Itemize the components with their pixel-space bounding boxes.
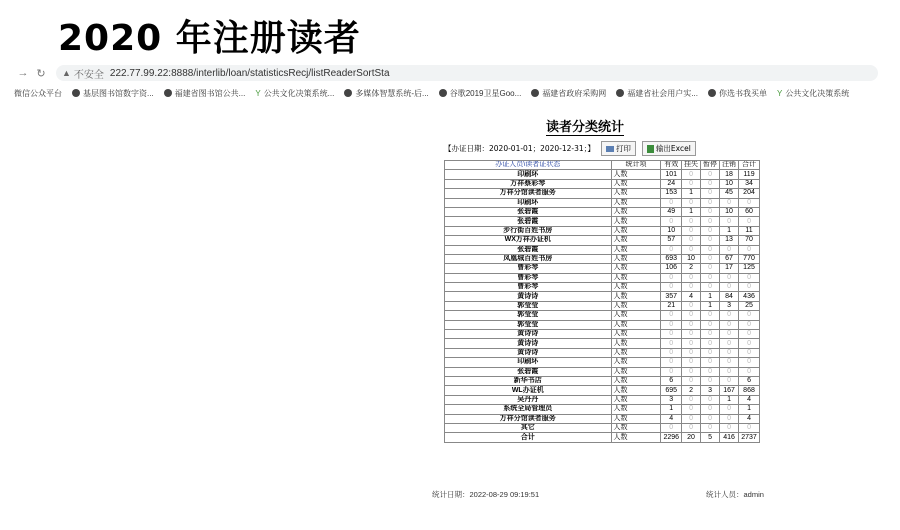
value-cell: 0 [682, 395, 701, 404]
value-cell: 868 [739, 386, 760, 395]
bookmark-item[interactable]: 微信公众平台 [14, 88, 62, 98]
value-cell: 0 [739, 217, 760, 226]
value-cell: 106 [661, 264, 682, 273]
value-cell: 204 [739, 189, 760, 198]
stat-item-cell: 人数 [611, 423, 661, 432]
value-cell: 0 [701, 339, 720, 348]
table-row [445, 320, 760, 329]
value-cell: 416 [720, 433, 739, 442]
value-cell: 0 [661, 245, 682, 254]
table-body [445, 170, 760, 442]
bookmark-item[interactable]: 基层图书馆数字资... [72, 88, 154, 99]
value-cell: 0 [720, 320, 739, 329]
value-cell: 0 [701, 226, 720, 235]
value-cell: 2 [682, 264, 701, 273]
excel-icon [647, 145, 654, 153]
staff-name-cell: 郭莹莹 [445, 311, 612, 320]
value-cell: 153 [661, 189, 682, 198]
bookmark-item[interactable]: 多媒体智慧系统-后... [344, 88, 428, 99]
value-cell: 0 [739, 330, 760, 339]
staff-name-cell: 系统全局管理员 [445, 405, 612, 414]
stat-item-cell: 人数 [611, 198, 661, 207]
value-cell: 0 [682, 358, 701, 367]
stat-item-cell: 人数 [611, 330, 661, 339]
staff-name-cell: 黄诗诗 [445, 330, 612, 339]
staff-name-cell: 曹彩琴 [445, 283, 612, 292]
value-cell: 13 [720, 236, 739, 245]
value-cell: 0 [701, 405, 720, 414]
stat-item-cell: 人数 [611, 170, 661, 179]
value-cell: 1 [682, 207, 701, 216]
value-cell: 0 [720, 217, 739, 226]
table-row [445, 414, 760, 423]
stats-table [444, 160, 760, 443]
value-cell: 0 [739, 245, 760, 254]
value-cell: 0 [701, 367, 720, 376]
value-cell: 0 [701, 273, 720, 282]
globe-icon [531, 89, 539, 97]
report-title: 读者分类统计 [545, 120, 624, 135]
stats-table-container [444, 160, 760, 443]
staff-name-cell: 黄诗诗 [445, 292, 612, 301]
value-cell: 0 [701, 170, 720, 179]
value-cell: 0 [701, 264, 720, 273]
value-cell: 0 [661, 367, 682, 376]
value-cell: 0 [682, 198, 701, 207]
url-field[interactable] [56, 65, 878, 81]
value-cell: 4 [682, 292, 701, 301]
value-cell: 0 [661, 330, 682, 339]
url-text: 222.77.99.22:8888/interlib/loan/statisticsRecj/listReaderSortSta [109, 67, 390, 79]
value-cell: 0 [682, 414, 701, 423]
value-cell: 0 [720, 358, 739, 367]
staff-name-cell: 印刷环 [445, 198, 612, 207]
bookmark-item[interactable]: 福建省社会用户实... [616, 88, 698, 99]
value-cell: 0 [682, 330, 701, 339]
value-cell: 0 [701, 254, 720, 263]
stat-item-cell: 人数 [611, 311, 661, 320]
slide-title: 2020 年注册读者 [58, 18, 361, 59]
staff-name-cell: 郭莹莹 [445, 320, 612, 329]
value-cell: 0 [739, 273, 760, 282]
table-row [445, 207, 760, 216]
value-cell: 0 [720, 245, 739, 254]
table-row [445, 273, 760, 282]
value-cell: 10 [661, 226, 682, 235]
insecure-label: 不安全 [73, 69, 104, 81]
stat-item-cell: 人数 [611, 264, 661, 273]
staff-name-cell: 张碧霞 [445, 245, 612, 254]
printer-icon [606, 146, 614, 152]
table-row [445, 245, 760, 254]
staff-name-cell: 新华书店 [445, 376, 612, 385]
value-cell: 60 [739, 207, 760, 216]
value-cell: 17 [720, 264, 739, 273]
value-cell: 0 [739, 423, 760, 432]
warning-icon: ▲ [62, 68, 71, 78]
value-cell: 0 [701, 376, 720, 385]
export-excel-button[interactable]: 输出Excel [642, 141, 696, 156]
value-cell: 0 [661, 311, 682, 320]
table-row [445, 348, 760, 357]
globe-icon [344, 89, 352, 97]
stat-item-cell: 人数 [611, 189, 661, 198]
column-header: 暂停 [701, 161, 720, 170]
value-cell: 4 [739, 414, 760, 423]
date-range: 【办证日期：2020-01-01；2020-12-31；】 [444, 144, 595, 153]
value-cell: 10 [720, 207, 739, 216]
staff-name-cell: 印刷环 [445, 170, 612, 179]
value-cell: 0 [720, 198, 739, 207]
stat-item-cell: 人数 [611, 217, 661, 226]
stat-item-cell: 人数 [611, 245, 661, 254]
bookmark-item[interactable]: 福建省图书馆公共... [164, 88, 246, 99]
address-bar [14, 64, 878, 82]
staff-name-cell: 张碧霞 [445, 207, 612, 216]
table-row [445, 358, 760, 367]
value-cell: 0 [701, 245, 720, 254]
stat-item-cell: 人数 [611, 320, 661, 329]
staff-name-cell: 张碧霞 [445, 217, 612, 226]
staff-name-cell: 黄诗诗 [445, 348, 612, 357]
value-cell: 0 [701, 358, 720, 367]
value-cell: 2737 [739, 433, 760, 442]
staff-name-cell: 万祥分馆读者服务 [445, 189, 612, 198]
staff-name-cell: 郭莹莹 [445, 301, 612, 310]
value-cell: 0 [661, 273, 682, 282]
stat-item-cell: 人数 [611, 433, 661, 442]
value-cell: 4 [739, 395, 760, 404]
value-cell: 0 [739, 367, 760, 376]
value-cell: 1 [720, 226, 739, 235]
table-row [445, 189, 760, 198]
value-cell: 0 [661, 348, 682, 357]
value-cell: 167 [720, 386, 739, 395]
table-row [445, 264, 760, 273]
value-cell: 0 [682, 226, 701, 235]
value-cell: 20 [682, 433, 701, 442]
value-cell: 0 [701, 320, 720, 329]
table-row [445, 179, 760, 188]
column-header: 挂失 [682, 161, 701, 170]
value-cell: 0 [682, 405, 701, 414]
table-row [445, 301, 760, 310]
value-cell: 0 [720, 414, 739, 423]
stat-item-cell: 人数 [611, 283, 661, 292]
value-cell: 0 [701, 395, 720, 404]
column-header: 统计项 [611, 161, 661, 170]
value-cell: 21 [661, 301, 682, 310]
table-row [445, 367, 760, 376]
bookmark-y-icon: Y [776, 89, 783, 98]
value-cell: 0 [720, 311, 739, 320]
globe-icon [72, 89, 80, 97]
value-cell: 0 [682, 170, 701, 179]
value-cell: 1 [701, 301, 720, 310]
table-row [445, 226, 760, 235]
value-cell: 2296 [661, 433, 682, 442]
stat-item-cell: 人数 [611, 348, 661, 357]
table-row [445, 395, 760, 404]
value-cell: 0 [682, 217, 701, 226]
table-row [445, 376, 760, 385]
value-cell: 0 [739, 283, 760, 292]
stat-item-cell: 人数 [611, 273, 661, 282]
value-cell: 0 [739, 358, 760, 367]
table-row [445, 386, 760, 395]
value-cell: 70 [739, 236, 760, 245]
value-cell: 24 [661, 179, 682, 188]
value-cell: 84 [720, 292, 739, 301]
staff-name-cell: WX万祥办证机 [445, 236, 612, 245]
table-header-row [445, 161, 760, 170]
stat-item-cell: 人数 [611, 292, 661, 301]
staff-name-cell: 黄诗诗 [445, 339, 612, 348]
value-cell: 0 [661, 339, 682, 348]
value-cell: 0 [682, 367, 701, 376]
bookmarks-bar [14, 86, 884, 100]
value-cell: 0 [720, 367, 739, 376]
table-row [445, 339, 760, 348]
bookmark-item[interactable]: 福建省政府采购网 [531, 88, 606, 99]
table-row [445, 217, 760, 226]
stat-item-cell: 人数 [611, 236, 661, 245]
value-cell: 49 [661, 207, 682, 216]
value-cell: 0 [739, 320, 760, 329]
value-cell: 0 [682, 423, 701, 432]
value-cell: 0 [701, 236, 720, 245]
table-row [445, 405, 760, 414]
value-cell: 0 [661, 320, 682, 329]
value-cell: 0 [701, 179, 720, 188]
table-row [445, 292, 760, 301]
column-header: 注销 [720, 161, 739, 170]
table-row [445, 283, 760, 292]
report-header [430, 116, 770, 156]
table-row [445, 198, 760, 207]
stat-item-cell: 人数 [611, 254, 661, 263]
stat-item-cell: 人数 [611, 207, 661, 216]
column-header: 合计 [739, 161, 760, 170]
value-cell: 0 [661, 198, 682, 207]
value-cell: 0 [720, 348, 739, 357]
value-cell: 695 [661, 386, 682, 395]
value-cell: 6 [661, 376, 682, 385]
table-row [445, 236, 760, 245]
column-header[interactable]: 办证人员\读者证状态 [445, 161, 612, 170]
column-header: 有效 [661, 161, 682, 170]
globe-icon [708, 89, 716, 97]
value-cell: 357 [661, 292, 682, 301]
value-cell: 18 [720, 170, 739, 179]
stat-item-cell: 人数 [611, 414, 661, 423]
report-toolbar [430, 141, 770, 156]
value-cell: 0 [682, 301, 701, 310]
staff-name-cell: 曹彩琴 [445, 264, 612, 273]
staff-name-cell: 印刷环 [445, 358, 612, 367]
globe-icon [439, 89, 447, 97]
value-cell: 0 [661, 358, 682, 367]
table-row [445, 423, 760, 432]
stat-person: 统计人员：admin [706, 490, 764, 499]
staff-name-cell: 合计 [445, 433, 612, 442]
value-cell: 34 [739, 179, 760, 188]
value-cell: 0 [682, 348, 701, 357]
value-cell: 125 [739, 264, 760, 273]
forward-arrow-icon[interactable]: → [17, 67, 29, 79]
value-cell: 0 [682, 283, 701, 292]
stat-item-cell: 人数 [611, 386, 661, 395]
value-cell: 0 [720, 405, 739, 414]
reload-icon[interactable]: ↻ [36, 67, 46, 80]
table-row [445, 330, 760, 339]
value-cell: 0 [720, 423, 739, 432]
value-cell: 119 [739, 170, 760, 179]
value-cell: 0 [701, 283, 720, 292]
bookmark-item[interactable]: Y 公共文化决策系统 [776, 88, 850, 98]
value-cell: 0 [720, 283, 739, 292]
value-cell: 0 [720, 376, 739, 385]
value-cell: 10 [720, 179, 739, 188]
value-cell: 0 [701, 414, 720, 423]
stat-item-cell: 人数 [611, 395, 661, 404]
value-cell: 0 [701, 423, 720, 432]
stat-item-cell: 人数 [611, 226, 661, 235]
stat-item-cell: 人数 [611, 367, 661, 376]
value-cell: 0 [720, 273, 739, 282]
stat-item-cell: 人数 [611, 376, 661, 385]
stat-item-cell: 人数 [611, 179, 661, 188]
value-cell: 0 [682, 320, 701, 329]
stat-item-cell: 人数 [611, 358, 661, 367]
value-cell: 0 [661, 283, 682, 292]
staff-name-cell: 其它 [445, 423, 612, 432]
bookmark-item[interactable]: Y 公共文化决策系统... [255, 88, 335, 98]
table-row [445, 254, 760, 263]
value-cell: 3 [701, 386, 720, 395]
value-cell: 3 [720, 301, 739, 310]
value-cell: 0 [701, 348, 720, 357]
stat-item-cell: 人数 [611, 301, 661, 310]
value-cell: 0 [682, 245, 701, 254]
value-cell: 67 [720, 254, 739, 263]
staff-name-cell: 曹彩琴 [445, 273, 612, 282]
value-cell: 1 [739, 405, 760, 414]
table-row [445, 311, 760, 320]
staff-name-cell: 凤凰城百姓书房 [445, 254, 612, 263]
value-cell: 11 [739, 226, 760, 235]
staff-name-cell: 张碧霞 [445, 367, 612, 376]
bookmark-item[interactable]: 你选书我买单 [708, 88, 767, 99]
bookmark-item[interactable]: 谷歌2019卫星Goo... [439, 88, 522, 99]
staff-name-cell: 万祥蔡彩琴 [445, 179, 612, 188]
stat-item-cell: 人数 [611, 339, 661, 348]
value-cell: 0 [739, 198, 760, 207]
value-cell: 0 [701, 189, 720, 198]
value-cell: 0 [701, 217, 720, 226]
print-button[interactable]: 打印 [601, 141, 636, 156]
staff-name-cell: 步行街百姓书房 [445, 226, 612, 235]
staff-name-cell: 万祥分馆读者服务 [445, 414, 612, 423]
bookmark-y-icon: Y [255, 89, 261, 98]
value-cell: 0 [682, 273, 701, 282]
value-cell: 770 [739, 254, 760, 263]
value-cell: 0 [701, 330, 720, 339]
value-cell: 0 [739, 348, 760, 357]
value-cell: 1 [682, 189, 701, 198]
globe-icon [164, 89, 172, 97]
value-cell: 3 [661, 395, 682, 404]
staff-name-cell: WL办证机 [445, 386, 612, 395]
stat-item-cell: 人数 [611, 405, 661, 414]
value-cell: 0 [682, 311, 701, 320]
value-cell: 2 [682, 386, 701, 395]
value-cell: 0 [682, 339, 701, 348]
value-cell: 0 [720, 330, 739, 339]
value-cell: 0 [661, 217, 682, 226]
stat-date: 统计日期：2022-08-29 09:19:51 [432, 490, 540, 499]
value-cell: 1 [720, 395, 739, 404]
value-cell: 1 [701, 292, 720, 301]
value-cell: 0 [720, 339, 739, 348]
globe-icon [616, 89, 624, 97]
value-cell: 0 [739, 339, 760, 348]
value-cell: 25 [739, 301, 760, 310]
value-cell: 5 [701, 433, 720, 442]
value-cell: 10 [682, 254, 701, 263]
value-cell: 6 [739, 376, 760, 385]
value-cell: 0 [701, 207, 720, 216]
value-cell: 1 [661, 405, 682, 414]
value-cell: 4 [661, 414, 682, 423]
value-cell: 101 [661, 170, 682, 179]
value-cell: 0 [682, 179, 701, 188]
value-cell: 436 [739, 292, 760, 301]
table-row [445, 170, 760, 179]
table-row [445, 433, 760, 442]
value-cell: 0 [739, 311, 760, 320]
value-cell: 0 [682, 236, 701, 245]
value-cell: 0 [682, 376, 701, 385]
value-cell: 57 [661, 236, 682, 245]
value-cell: 0 [701, 311, 720, 320]
value-cell: 45 [720, 189, 739, 198]
value-cell: 693 [661, 254, 682, 263]
value-cell: 0 [661, 423, 682, 432]
value-cell: 0 [701, 198, 720, 207]
staff-name-cell: 吴丹丹 [445, 395, 612, 404]
